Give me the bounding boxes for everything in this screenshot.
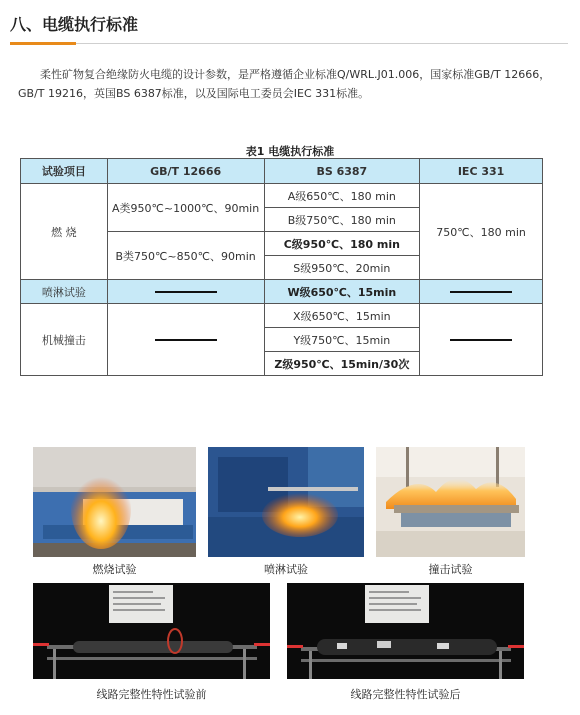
burn-test-photo xyxy=(33,447,196,557)
photo-caption: 线路完整性特性试验后 xyxy=(350,688,461,701)
title-divider xyxy=(10,43,568,44)
title-accent-bar xyxy=(10,42,76,45)
spray-test-photo xyxy=(208,447,364,557)
header-gbt: GB/T 12666 xyxy=(107,159,264,184)
table-row xyxy=(21,304,543,328)
spray-bs: W级650℃、15min xyxy=(264,280,420,304)
integrity-before-photo xyxy=(33,583,270,679)
spray-gb-empty xyxy=(107,280,264,304)
burn-bs-s: S级950℃、20min xyxy=(264,256,420,280)
dash-mark xyxy=(450,291,512,293)
spray-iec-empty xyxy=(420,280,543,304)
impact-test-photo xyxy=(376,447,525,557)
burn-bs-c: C级950℃、180 min xyxy=(264,232,420,256)
burn-label: 燃 烧 xyxy=(21,184,108,280)
intro-paragraph: 柔性矿物复合绝缘防火电缆的设计参数，是严格遵循企业标准Q/WRL.J01.006，国家标准GB/T 12666，GB/T 19216，英国BS 6387标准，以及国际电工委员会IEC 331标准。 xyxy=(18,68,551,100)
table-caption: 表1 电缆执行标准 xyxy=(245,145,335,158)
impact-bs-y: Y级750℃、15min xyxy=(264,328,420,352)
burn-bs-a: A级650℃、180 min xyxy=(264,184,420,208)
photo-caption: 撞击试验 xyxy=(428,563,473,576)
header-test-item: 试验项目 xyxy=(21,159,108,184)
spray-label: 喷淋试验 xyxy=(21,280,108,304)
integrity-after-photo xyxy=(287,583,524,679)
standards-table xyxy=(20,158,543,376)
impact-gb-empty xyxy=(107,304,264,376)
photo-caption: 喷淋试验 xyxy=(264,563,308,576)
header-iec: IEC 331 xyxy=(420,159,543,184)
photo-caption: 线路完整性特性试验前 xyxy=(96,688,207,701)
dash-mark xyxy=(155,339,217,341)
burn-iec: 750℃、180 min xyxy=(420,184,543,280)
impact-bs-z: Z级950℃、15min/30次 xyxy=(264,352,420,376)
dash-mark xyxy=(450,339,512,341)
burn-gb-a: A类950℃~1000℃、90min xyxy=(107,184,264,232)
table-row xyxy=(21,184,543,208)
photo-caption: 燃烧试验 xyxy=(92,563,137,576)
impact-bs-x: X级650℃、15min xyxy=(264,304,420,328)
burn-bs-b: B级750℃、180 min xyxy=(264,208,420,232)
impact-iec-empty xyxy=(420,304,543,376)
burn-gb-b: B类750℃~850℃、90min xyxy=(107,232,264,280)
impact-label: 机械撞击 xyxy=(21,304,108,376)
section-title: 八、电缆执行标准 xyxy=(10,15,139,34)
header-bs: BS 6387 xyxy=(264,159,420,184)
dash-mark xyxy=(155,291,217,293)
table-row xyxy=(21,280,543,304)
table-header-row xyxy=(21,159,543,184)
